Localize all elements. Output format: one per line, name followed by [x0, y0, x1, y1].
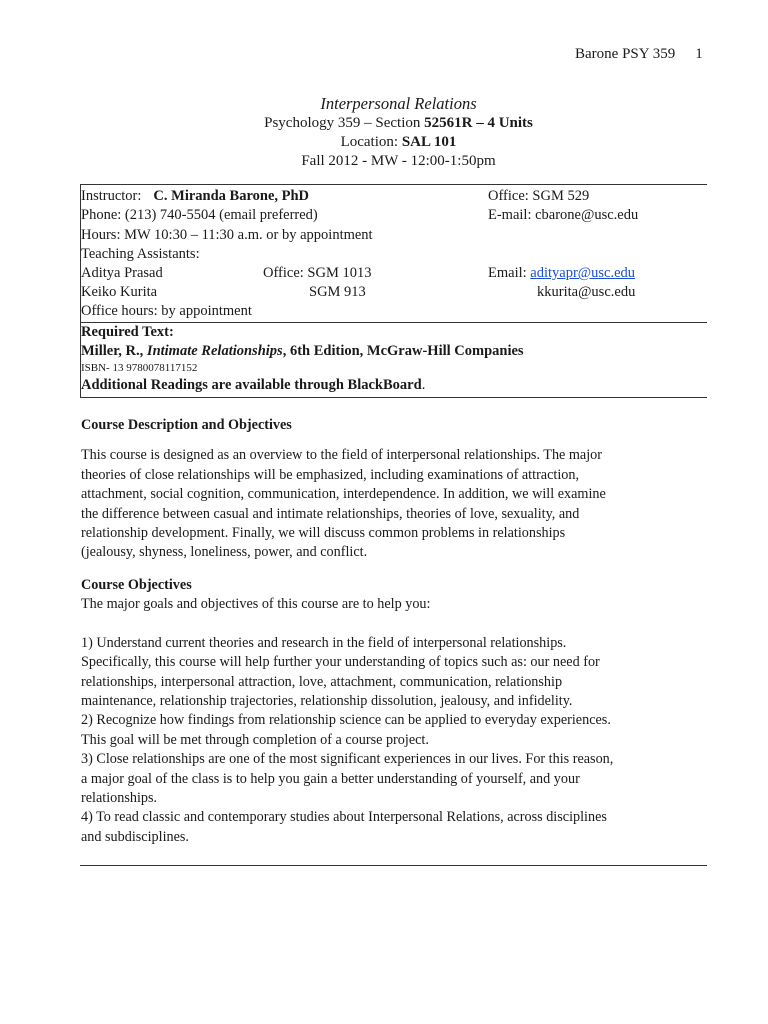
- description-line: the difference between casual and intimate relationships, theories of love, sexuality, and: [81, 505, 580, 522]
- instructor-name: C. Miranda Barone, PhD: [153, 188, 310, 204]
- isbn: ISBN- 13 9780078117152: [81, 362, 198, 374]
- description-line: relationship development. Finally, we will discuss common problems in relationships: [81, 525, 566, 542]
- objective-line: relationships, interpersonal attraction, love, attachment, communication, relationship: [81, 673, 563, 690]
- office-hours: Office hours: by appointment: [81, 303, 252, 319]
- objective-line: Specifically, this course will help further your understanding of topics such as: our need for: [81, 654, 600, 671]
- running-head: [575, 46, 703, 63]
- book-edition: , 6th Edition, McGraw-Hill Companies: [282, 343, 524, 359]
- phone-line: Phone: (213) 740-5504 (email preferred): [81, 207, 318, 223]
- description-line: This course is designed as an overview to the field of interpersonal relationships. The major: [81, 447, 602, 464]
- book-author: Miller, R.,: [81, 343, 147, 359]
- course-title: Interpersonal Relations: [320, 94, 477, 113]
- course-description-heading: Course Description and Objectives: [81, 417, 292, 433]
- ta1-office: Office: SGM 1013: [263, 265, 372, 281]
- ta2-name: Keiko Kurita: [81, 284, 158, 300]
- section-bottom-rule: [80, 865, 707, 866]
- ta1-email-line: [488, 265, 635, 282]
- ta2-email: kkurita@usc.edu: [537, 284, 636, 300]
- instructor-line: [81, 188, 309, 205]
- required-text-label: Required Text:: [81, 324, 174, 340]
- required-bottom-rule: [80, 397, 707, 398]
- course-description-section: [81, 416, 705, 563]
- additional-readings: [81, 377, 425, 394]
- location-value: SAL 101: [401, 134, 457, 150]
- description-line: theories of close relationships will be emphasized, including examinations of attraction,: [81, 466, 580, 483]
- ta2-office: SGM 913: [309, 284, 366, 300]
- ta1-name: Aditya Prasad: [81, 265, 163, 281]
- objective-line: a major goal of the class is to help you gain a better understanding of yourself, and your: [81, 770, 580, 787]
- course-objectives-section: [81, 576, 705, 847]
- objective-line: 4) To read classic and contemporary studies about Interpersonal Relations, across disciplines: [81, 809, 607, 826]
- description-line: (jealousy, shyness, loneliness, power, and conflict.: [81, 544, 368, 561]
- info-top-rule: [80, 184, 707, 185]
- instructor-office: Office: SGM 529: [488, 188, 590, 204]
- section-units: 52561R – 4 Units: [424, 115, 533, 131]
- objective-line: maintenance, relationship trajectories, relationship dissolution, jealousy, and infidelity.: [81, 693, 573, 710]
- instructor-email: E-mail: cbarone@usc.edu: [488, 207, 639, 223]
- objective-line: relationships.: [81, 790, 158, 807]
- running-head-text: Barone PSY 359: [575, 46, 676, 62]
- description-line: attachment, social cognition, communication, interdependence. In addition, we will examine: [81, 486, 606, 503]
- course-objectives-heading: Course Objectives: [81, 577, 192, 593]
- course-section-line: [0, 115, 768, 132]
- objective-line: and subdisciplines.: [81, 828, 189, 845]
- objective-line: This goal will be met through completion of a course project.: [81, 731, 429, 748]
- instructor-label: Instructor:: [81, 188, 142, 204]
- additional-readings-text: Additional Readings are available through BlackBoard: [81, 377, 422, 393]
- term-line: Fall 2012 - MW - 12:00-1:50pm: [301, 153, 496, 169]
- additional-readings-period: .: [421, 377, 426, 393]
- ta1-email-link[interactable]: adityapr@usc.edu: [530, 265, 636, 281]
- location-line: [0, 134, 768, 151]
- objective-line: 3) Close relationships are one of the most significant experiences in our lives. For this reason,: [81, 751, 614, 768]
- page-number: 1: [695, 46, 703, 62]
- objective-line: 2) Recognize how findings from relationship science can be applied to everyday experiences.: [81, 712, 611, 729]
- hours-line: Hours: MW 10:30 – 11:30 a.m. or by appointment: [81, 227, 373, 243]
- objective-line: 1) Understand current theories and research in the field of interpersonal relationships.: [81, 634, 567, 651]
- info-mid-rule: [80, 322, 707, 323]
- ta1-email-label: Email:: [488, 265, 531, 281]
- course-prefix: Psychology 359 – Section: [264, 115, 425, 131]
- required-book: [81, 343, 524, 360]
- location-label: Location:: [340, 134, 402, 150]
- ta-label: Teaching Assistants:: [81, 246, 200, 262]
- book-title: Intimate Relationships: [146, 343, 283, 359]
- objectives-intro: The major goals and objectives of this course are to help you:: [81, 596, 431, 613]
